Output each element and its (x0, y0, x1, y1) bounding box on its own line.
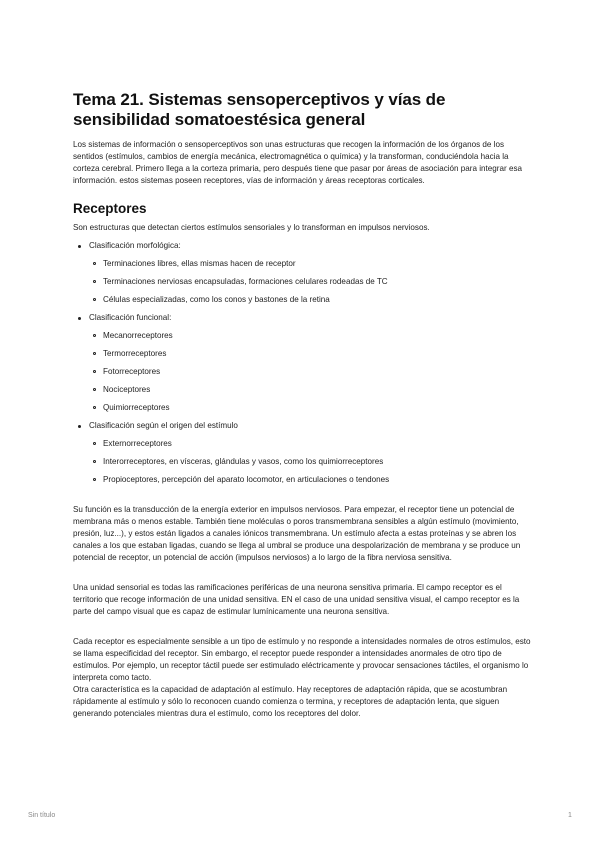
paragraph-function: Su función es la transducción de la energía exterior en impulsos nerviosos. Para empezar, el receptor tiene un potencial de membrana más o menos estable. También tiene moléculas o poros transmembrana sensibles a algún estímulo (movimiento, presión, luz...), y estos están ligados a canales iónicos transmembrana. Un estímulo afecta a estas proteínas y se abren los canales a los que estaban ligadas, cuando se llega al umbral se produce una despolarización de membrana y se produce un potencial de receptor, un potencial de acción (impulsos nerviosos) a lo largo de la fibra nerviosa sensitiva. (73, 505, 521, 562)
footer-document-title: Sin título (28, 812, 56, 819)
sublist-item: Mecanorreceptores (89, 330, 533, 342)
list-item-label: Clasificación funcional: (89, 313, 172, 322)
sublist-item: Propioceptores, percepción del aparato locomotor, en articulaciones o tendones (89, 474, 533, 486)
classification-list (73, 240, 533, 486)
list-item (73, 312, 533, 414)
section-heading-receptores: Receptores (73, 201, 147, 216)
sublist-item: Terminaciones libres, ellas mismas hacen de receptor (89, 258, 533, 270)
list-item-label: Clasificación morfológica: (89, 241, 181, 250)
receptores-intro: Son estructuras que detectan ciertos estímulos sensoriales y lo transforman en impulsos nerviosos. (73, 223, 430, 232)
sublist-item: Terminaciones nerviosas encapsuladas, formaciones celulares rodeadas de TC (89, 276, 533, 288)
paragraph-sensory-unit: Una unidad sensorial es todas las ramificaciones periféricas de una neurona sensitiva primaria. El campo receptor es el territorio que recoge información de una unidad sensitiva. EN el caso de una unidad sensitiva visual, el campo receptor es la parte del campo visual que es capaz de estimular lumínicamente una neurona sensitiva. (73, 583, 520, 616)
intro-paragraph: Los sistemas de información o sensoperceptivos son unas estructuras que recogen la información de los órganos de los sentidos (estímulos, cambios de energía mecánica, electromagnética o química) y la transforman, conduciéndola hacia la corteza cerebral. Primero llega a la corteza primaria, pero después tiene que pasar por áreas de asociación para integrar esa información. estos sistemas poseen receptores, vías de información y áreas receptoras corticales. (73, 140, 522, 185)
list-item-label: Clasificación según el origen del estímulo (89, 421, 238, 430)
sublist-item: Fotorreceptores (89, 366, 533, 378)
sublist (89, 438, 533, 486)
list-item (73, 420, 533, 486)
page-title: Tema 21. Sistemas sensoperceptivos y vías de sensibilidad somatoestésica general (73, 90, 446, 129)
sublist-item: Interorreceptores, en vísceras, glándulas y vasos, como los quimiorreceptores (89, 456, 533, 468)
document-page (73, 90, 533, 720)
sublist (89, 258, 533, 306)
sublist-item: Células especializadas, como los conos y bastones de la retina (89, 294, 533, 306)
sublist-item: Nociceptores (89, 384, 533, 396)
footer-page-number: 1 (568, 812, 572, 819)
sublist-item: Externorreceptores (89, 438, 533, 450)
sublist (89, 330, 533, 414)
list-item (73, 240, 533, 306)
sublist-item: Quimiorreceptores (89, 402, 533, 414)
sublist-item: Termorreceptores (89, 348, 533, 360)
paragraph-adaptation: Otra característica es la capacidad de adaptación al estímulo. Hay receptores de adaptación rápida, que se acostumbran rápidamente al estímulo y sólo lo reconocen cuando comienza o termina, y receptores de adaptación lenta, que siguen generando potenciales mientras dura el estímulo, como los receptores del dolor. (73, 685, 508, 718)
paragraph-specificity: Cada receptor es especialmente sensible a un tipo de estímulo y no responde a intensidades normales de otros estímulos, esto se llama especificidad del receptor. Sin embargo, el receptor puede responder a intensidades anormales de otro tipo de estímulos. Por ejemplo, un receptor táctil puede ser estimulado eléctricamente y provocar sensaciones táctiles, el organismo lo interpreta como tacto. (73, 637, 531, 682)
